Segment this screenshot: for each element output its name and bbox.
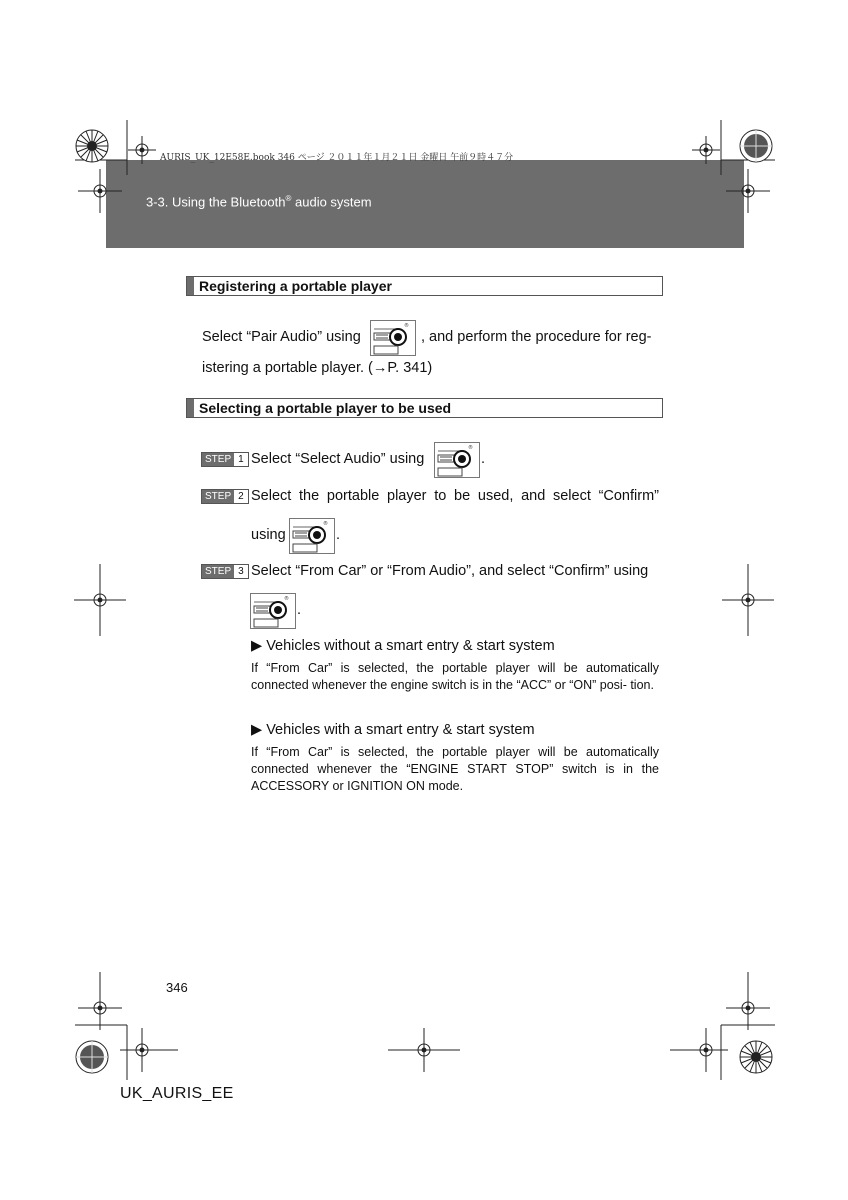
svg-text:®: ®	[323, 521, 328, 527]
step-2-line2: using	[251, 527, 286, 543]
crop-mark-icon	[75, 120, 775, 1080]
triangle-bullet-icon: ▶	[251, 638, 263, 654]
registered-mark: ®	[285, 194, 292, 203]
chapter-title-main: 3-3. Using the Bluetooth	[146, 194, 286, 210]
note-heading-text: Vehicles with a smart entry & start system	[266, 722, 535, 738]
step-1-text: Select “Select Audio” using	[251, 451, 425, 467]
step-1-end: .	[481, 451, 486, 467]
section1-line2: istering a portable player. (→P. 341)	[202, 360, 433, 376]
step-3-end: .	[297, 602, 302, 618]
step-number: 2	[234, 490, 248, 503]
file-info-line: AURIS_UK_12E58E.book 346 ページ ２０１１年１月２１日 金曜日 午前９時４７分	[160, 153, 514, 163]
step-3-text: Select “From Car” or “From Audio”, and select “Confirm” using	[251, 563, 649, 579]
section-title-text: Registering a portable player	[199, 278, 392, 294]
step-number: 1	[234, 453, 248, 466]
registration-mark-icon	[76, 130, 772, 1073]
page-number: 346	[166, 980, 188, 995]
note-heading-text: Vehicles without a smart entry & start system	[266, 638, 555, 654]
svg-text:®: ®	[404, 323, 409, 329]
step-2-end: .	[336, 527, 341, 543]
section1-line1-end: , and perform the procedure for reg-	[421, 329, 652, 345]
step-word: STEP	[202, 453, 234, 466]
svg-text:®: ®	[468, 445, 473, 451]
step-number: 3	[234, 565, 248, 578]
chapter-title-rest: audio system	[291, 194, 372, 210]
step-word: STEP	[202, 565, 234, 578]
triangle-bullet-icon: ▶	[251, 722, 263, 738]
step-2-text: Select the portable player to be used, and select “Confirm”	[251, 488, 659, 504]
section-title-text: Selecting a portable player to be used	[199, 400, 452, 416]
note-2-body: If “From Car” is selected, the portable player will be automatically connected whenever the “ENGINE START STOP” switch is in the ACCESSORY or IGNITION ON mode.	[251, 745, 659, 793]
svg-text:®: ®	[284, 596, 289, 602]
note-1-body: If “From Car” is selected, the portable player will be automatically connected whenever the engine switch is in the “ACC” or “ON” posi- tion.	[251, 661, 659, 692]
crosshair-marks	[74, 136, 774, 1072]
footer-code: UK_AURIS_EE	[120, 1085, 234, 1102]
step-word: STEP	[202, 490, 234, 503]
section1-text-before: Select “Pair Audio” using	[202, 329, 361, 345]
